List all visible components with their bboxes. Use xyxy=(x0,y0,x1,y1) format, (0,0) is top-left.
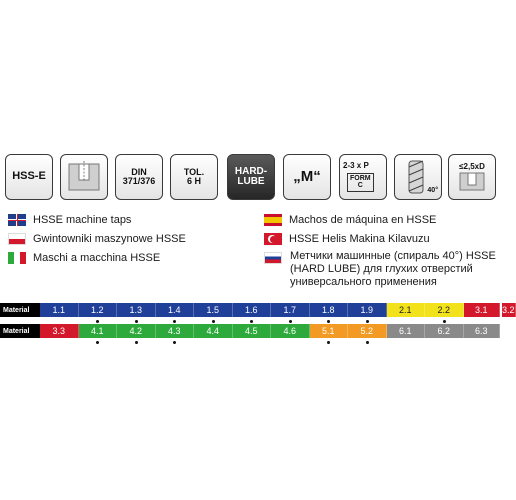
language-text-ru: Метчики машинные (спираль 40°) HSSE (HARD LUBE) для глухих отверстий универсального применения xyxy=(290,250,496,288)
material-cell: 1.5 xyxy=(194,303,233,317)
suitability-dot xyxy=(366,341,369,344)
metric-thread-icon xyxy=(283,154,331,200)
spiral-angle-label: 40° xyxy=(427,187,438,194)
suitability-dot xyxy=(173,341,176,344)
metric-thread-label: „M“ xyxy=(293,168,321,186)
suitability-dot xyxy=(96,341,99,344)
suitability-dot xyxy=(135,320,138,323)
material-cell: 3.1 xyxy=(464,303,501,317)
suitability-dot xyxy=(327,341,330,344)
material-cell: 5.1 xyxy=(310,324,349,338)
language-text-en: HSSE machine taps xyxy=(33,214,132,226)
language-line-pl xyxy=(8,231,186,247)
material-cell: 4.2 xyxy=(117,324,156,338)
hsse-label: HSS-E xyxy=(12,170,46,183)
material-cell: 4.6 xyxy=(271,324,310,338)
language-text-it: Maschi a macchina HSSE xyxy=(33,252,161,264)
hsse-icon xyxy=(5,154,53,200)
poland-flag-icon xyxy=(8,233,26,245)
russia-flag-icon xyxy=(264,252,282,264)
language-text-es: Machos de máquina en HSSE xyxy=(289,214,437,226)
material-row-1 xyxy=(0,303,515,317)
material-cell: 6.2 xyxy=(425,324,464,338)
suitability-dot xyxy=(289,320,292,323)
material-cell: 1.2 xyxy=(79,303,118,317)
din-icon xyxy=(115,154,163,200)
material-cell: 3.3 xyxy=(40,324,79,338)
language-line-es xyxy=(264,212,436,228)
tolerance-label: TOL. 6 H xyxy=(183,166,205,186)
material-cell: 3.2 xyxy=(502,305,515,315)
material-cell: 1.3 xyxy=(117,303,156,317)
din-label: DIN 371/376 xyxy=(122,166,156,186)
blind-hole-graphic xyxy=(67,160,101,194)
material-row-2 xyxy=(0,324,500,338)
language-line-ru xyxy=(290,250,500,289)
material-cell: 2.2 xyxy=(425,303,464,317)
depth-label: ≤2,5xD xyxy=(459,161,485,171)
material-cell: 6.1 xyxy=(387,324,426,338)
suitability-dot xyxy=(135,341,138,344)
chamfer-form-icon xyxy=(339,154,387,200)
suitability-dot xyxy=(327,320,330,323)
material-cell: 1.6 xyxy=(233,303,272,317)
material-cell: 6.3 xyxy=(464,324,501,338)
material-cell: 4.4 xyxy=(194,324,233,338)
suitability-dot xyxy=(212,320,215,323)
language-text-pl: Gwintowniki maszynowe HSSE xyxy=(33,233,186,245)
material-cell: 4.1 xyxy=(79,324,118,338)
spiral-angle-icon xyxy=(394,154,442,200)
hard-lube-icon xyxy=(227,154,275,200)
tolerance-icon xyxy=(170,154,218,200)
material-cell: 4.3 xyxy=(156,324,195,338)
depth-graphic xyxy=(459,171,485,191)
material-cell: 4.5 xyxy=(233,324,272,338)
material-cell: 5.2 xyxy=(348,324,387,338)
suitability-dot xyxy=(366,320,369,323)
depth-icon xyxy=(448,154,496,200)
suitability-dot xyxy=(443,320,446,323)
material-cell: 1.8 xyxy=(310,303,349,317)
material-cell: 2.1 xyxy=(387,303,426,317)
hard-lube-label: HARD- LUBE xyxy=(234,165,268,187)
material-cell: 1.4 xyxy=(156,303,195,317)
material-label: Material xyxy=(0,303,40,317)
spain-flag-icon xyxy=(264,214,282,226)
italy-flag-icon xyxy=(8,252,26,264)
language-line-it xyxy=(8,250,160,266)
turkey-flag-icon xyxy=(264,233,282,245)
chamfer-label: 2-3 x P xyxy=(343,161,369,171)
material-cell: 1.9 xyxy=(348,303,387,317)
language-line-en xyxy=(8,212,131,228)
material-cell: 1.1 xyxy=(40,303,79,317)
language-text-tr: HSSE Helis Makina Kilavuzu xyxy=(289,233,430,245)
language-line-tr xyxy=(264,231,430,247)
material-label: Material xyxy=(0,324,40,338)
icon-strip xyxy=(0,154,500,202)
material-cell: 1.7 xyxy=(271,303,310,317)
suitability-dot xyxy=(96,320,99,323)
blind-hole-icon xyxy=(60,154,108,200)
suitability-dot xyxy=(173,320,176,323)
suitability-dot xyxy=(250,320,253,323)
form-c-label: FORM C xyxy=(347,173,374,192)
uk-flag-icon xyxy=(8,214,26,226)
